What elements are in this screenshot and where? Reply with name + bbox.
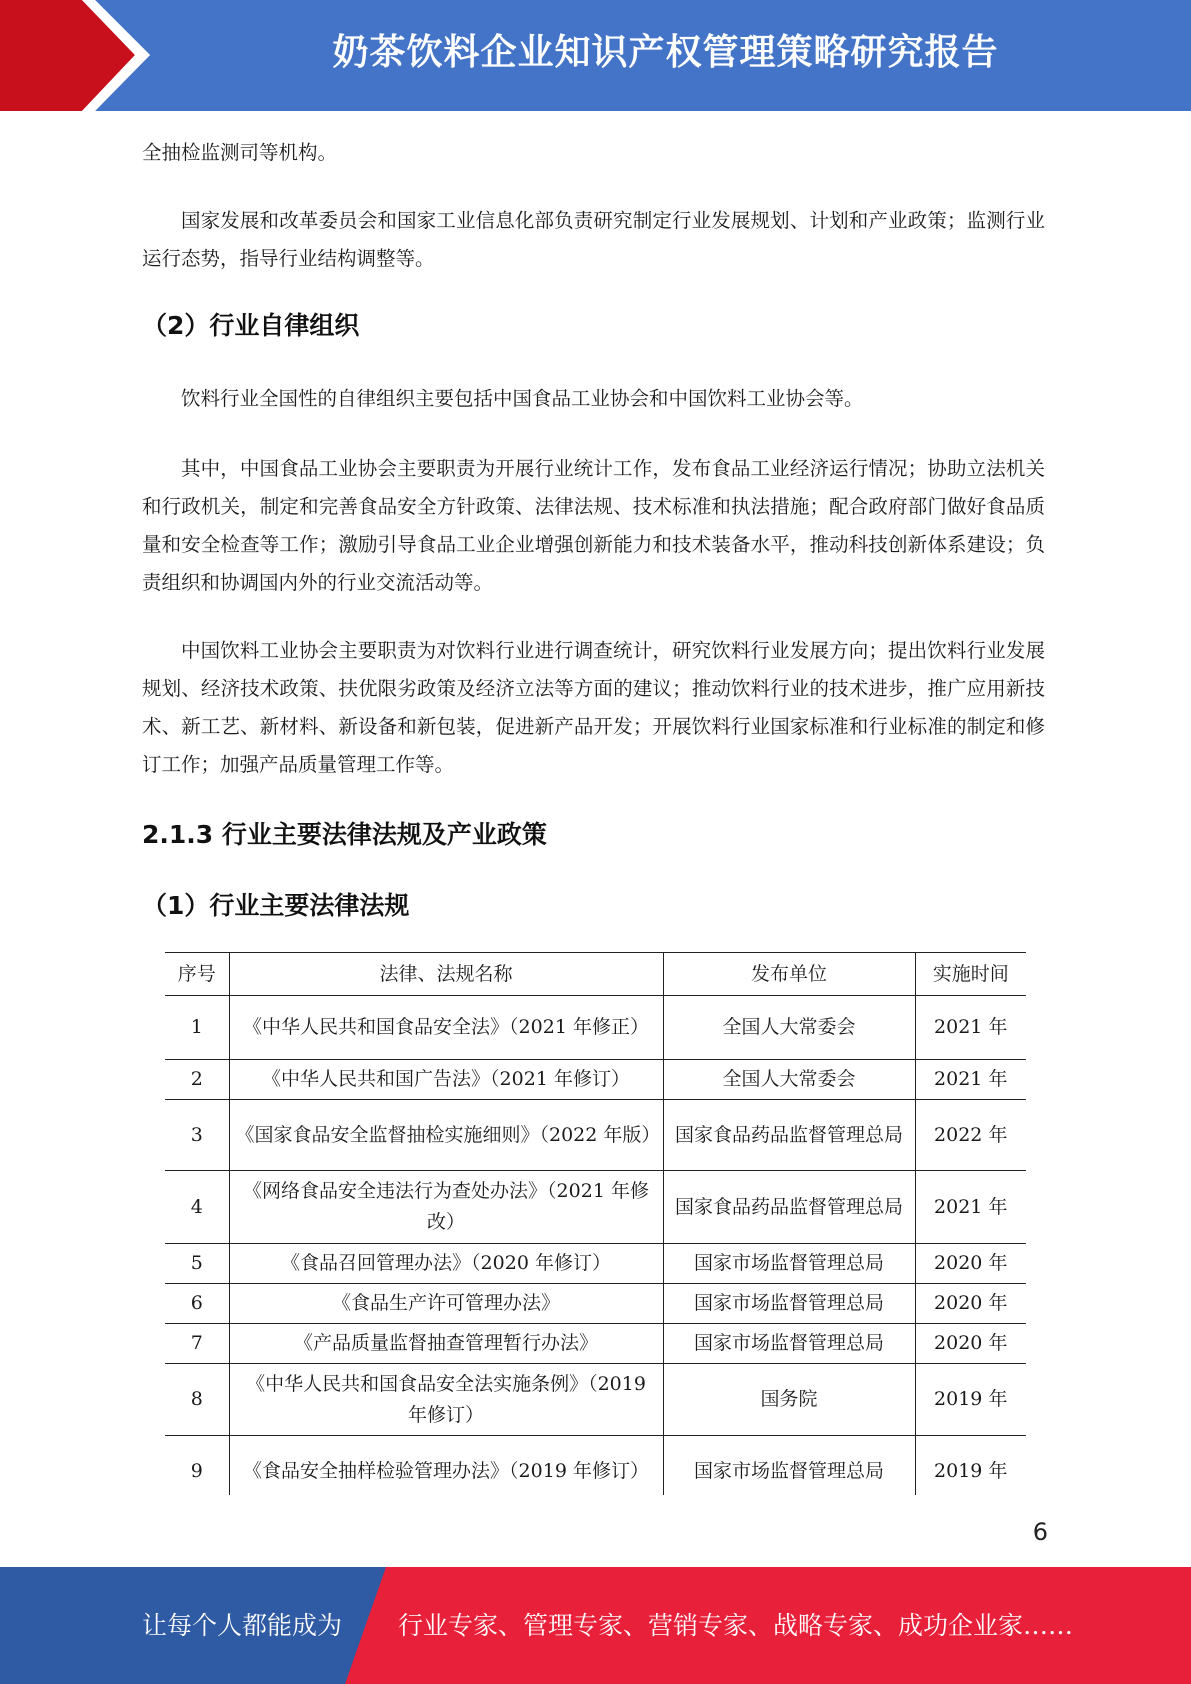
cell-law-name: 《中华人民共和国食品安全法实施条例》（2019 年修订）	[229, 1364, 663, 1436]
cell-effective-date: 2020 年	[915, 1284, 1026, 1324]
page-header	[0, 0, 1191, 111]
cell-index: 9	[165, 1436, 229, 1496]
cell-effective-date: 2020 年	[915, 1244, 1026, 1284]
column-header-issuer: 发布单位	[663, 953, 915, 996]
cell-law-name: 《食品安全抽样检验管理办法》（2019 年修订）	[229, 1436, 663, 1496]
cell-issuer: 国家市场监督管理总局	[663, 1324, 915, 1364]
paragraph-continuation: 全抽检监测司等机构。	[142, 141, 338, 164]
cell-index: 6	[165, 1284, 229, 1324]
cell-effective-date: 2020 年	[915, 1324, 1026, 1364]
cell-law-name: 《国家食品安全监督抽检实施细则》（2022 年版）	[229, 1100, 663, 1171]
table-row	[165, 996, 1026, 1060]
footer-slogan-right: 行业专家、管理专家、营销专家、战略专家、成功企业家……	[398, 1611, 1074, 1640]
heading-self-regulatory-orgs: （2）行业自律组织	[142, 311, 360, 340]
table-row	[165, 1324, 1026, 1364]
cell-index: 5	[165, 1244, 229, 1284]
cell-index: 7	[165, 1324, 229, 1364]
cell-index: 8	[165, 1364, 229, 1436]
cell-index: 2	[165, 1060, 229, 1100]
table-row	[165, 1244, 1026, 1284]
cell-effective-date: 2019 年	[915, 1364, 1026, 1436]
cell-issuer: 国家食品药品监督管理总局	[663, 1171, 915, 1244]
cell-law-name: 《产品质量监督抽查管理暂行办法》	[229, 1324, 663, 1364]
laws-table-container	[165, 952, 1026, 1495]
cell-issuer: 国家市场监督管理总局	[663, 1244, 915, 1284]
column-header-index: 序号	[165, 953, 229, 996]
cell-issuer: 国家食品药品监督管理总局	[663, 1100, 915, 1171]
paragraph-food-industry-association: 其中，中国食品工业协会主要职责为开展行业统计工作，发布食品工业经济运行情况；协助立法机关和行政机关，制定和完善食品安全方针政策、法律法规、技术标准和执法措施；配合政府部门做好食品质量和安全检查等工作；激励引导食品工业企业增强创新能力和技术装备水平，推动科技创新体系建设；负责组织和协调国内外的行业交流活动等。	[142, 457, 1045, 594]
cell-law-name: 《中华人民共和国食品安全法》（2021 年修正）	[229, 996, 663, 1060]
table-header-row	[165, 953, 1026, 996]
page-footer	[0, 1567, 1191, 1684]
table-row	[165, 1284, 1026, 1324]
table-row	[165, 1060, 1026, 1100]
column-header-law-name: 法律、法规名称	[229, 953, 663, 996]
cell-issuer: 全国人大常委会	[663, 1060, 915, 1100]
cell-effective-date: 2021 年	[915, 1060, 1026, 1100]
paragraph-beverage-association: 中国饮料工业协会主要职责为对饮料行业进行调查统计，研究饮料行业发展方向；提出饮料行业发展规划、经济技术政策、扶优限劣政策及经济立法等方面的建议；推动饮料行业的技术进步，推广应用新技术、新工艺、新材料、新设备和新包装，促进新产品开发；开展饮料行业国家标准和行业标准的制定和修订工作；加强产品质量管理工作等。	[142, 639, 1045, 776]
cell-law-name: 《食品召回管理办法》（2020 年修订）	[229, 1244, 663, 1284]
table-row	[165, 1436, 1026, 1496]
cell-issuer: 国务院	[663, 1364, 915, 1436]
paragraph-self-regulatory-intro: 饮料行业全国性的自律组织主要包括中国食品工业协会和中国饮料工业协会等。	[181, 387, 864, 410]
paragraph-ndrc: 国家发展和改革委员会和国家工业信息化部负责研究制定行业发展规划、计划和产业政策；监测行业运行态势，指导行业结构调整等。	[142, 209, 1045, 270]
column-header-effective-date: 实施时间	[915, 953, 1026, 996]
footer-slogan-left: 让每个人都能成为	[142, 1611, 343, 1640]
cell-issuer: 国家市场监督管理总局	[663, 1284, 915, 1324]
table-row	[165, 1364, 1026, 1436]
report-title: 奶茶饮料企业知识产权管理策略研究报告	[332, 32, 999, 73]
heading-main-laws: （1）行业主要法律法规	[142, 891, 410, 920]
cell-issuer: 全国人大常委会	[663, 996, 915, 1060]
cell-issuer: 国家市场监督管理总局	[663, 1436, 915, 1496]
cell-index: 1	[165, 996, 229, 1060]
heading-laws-and-policies: 2.1.3 行业主要法律法规及产业政策	[142, 820, 547, 849]
page-number: 6	[1032, 1518, 1048, 1546]
cell-index: 3	[165, 1100, 229, 1171]
cell-index: 4	[165, 1171, 229, 1244]
cell-law-name: 《网络食品安全违法行为查处办法》（2021 年修改）	[229, 1171, 663, 1244]
laws-table	[165, 952, 1026, 1495]
cell-effective-date: 2021 年	[915, 996, 1026, 1060]
table-row	[165, 1171, 1026, 1244]
cell-effective-date: 2019 年	[915, 1436, 1026, 1496]
cell-law-name: 《中华人民共和国广告法》（2021 年修订）	[229, 1060, 663, 1100]
cell-law-name: 《食品生产许可管理办法》	[229, 1284, 663, 1324]
cell-effective-date: 2021 年	[915, 1171, 1026, 1244]
table-row	[165, 1100, 1026, 1171]
cell-effective-date: 2022 年	[915, 1100, 1026, 1171]
